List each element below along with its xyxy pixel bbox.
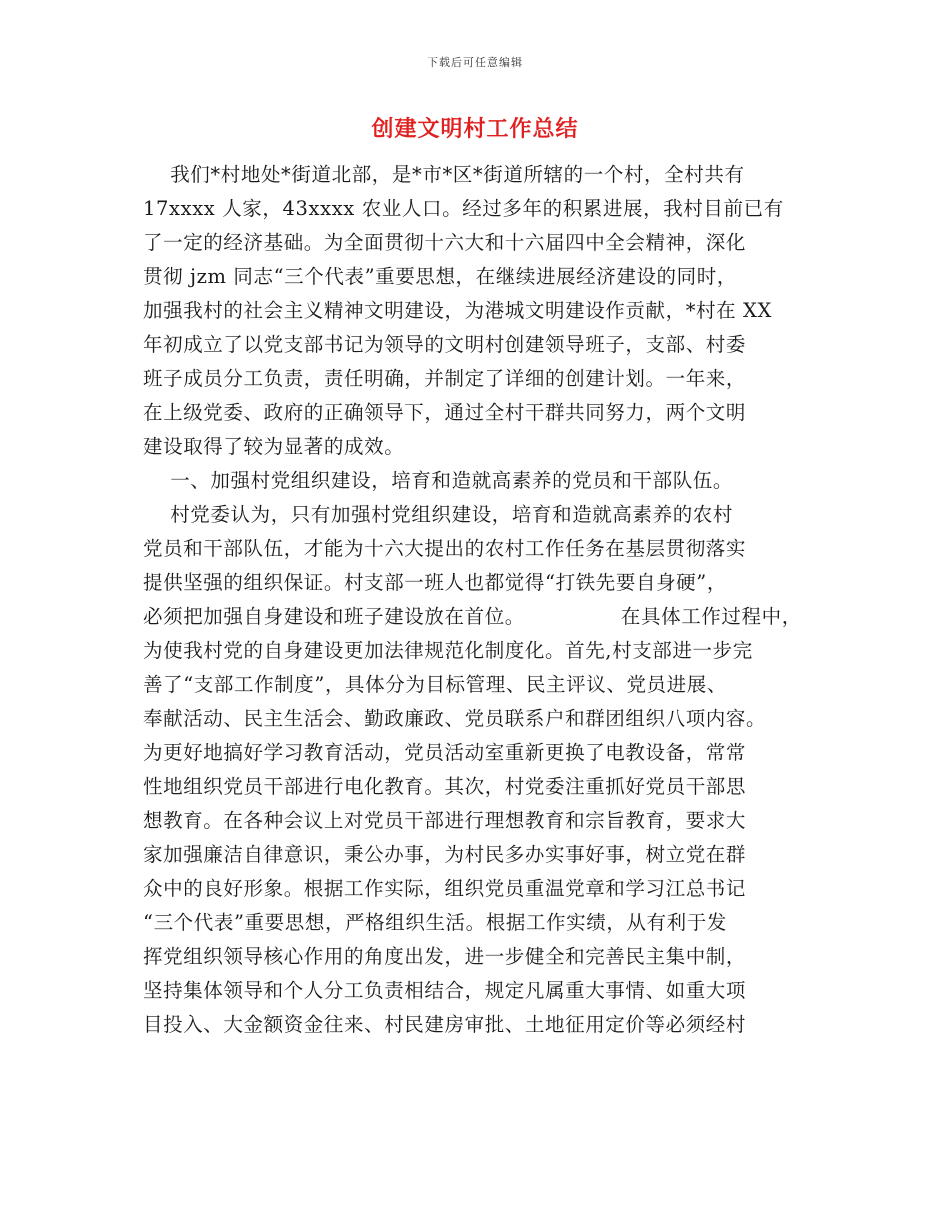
body-line: 众中的良好形象。根据工作实际，组织党员重温党章和学习江总书记 [143, 877, 747, 900]
body-line: 目投入、大金额资金往来、村民建房审批、土地征用定价等必须经村 [143, 1013, 747, 1036]
body-line: 为更好地搞好学习教育活动，党员活动室重新更换了电教设备，常常 [143, 741, 747, 764]
body-line: 奉献活动、民主生活会、勤政廉政、党员联系户和群团组织八项内容。 [143, 707, 767, 730]
document-title: 创建文明村工作总结 [371, 116, 579, 142]
body-line: 为使我村党的自身建设更加法律规范化制度化。首先,村支部进一步完 [143, 639, 753, 662]
body-line: 在上级党委、政府的正确领导下，通过全村干群共同努力，两个文明 [143, 401, 747, 424]
body-line: 坚持集体领导和个人分工负责相结合，规定凡属重大事情、如重大项 [143, 979, 747, 1002]
body-line-part: 在具体工作过程中， [620, 605, 802, 628]
body-line: 贯彻 jzm 同志“三个代表”重要思想，在继续进展经济建设的同时， [143, 265, 737, 288]
body-line-part: 必须把加强自身建设和班子建设放在首位。 [143, 605, 525, 628]
body-line: 家加强廉洁自律意识，秉公办事，为村民多办实事好事，树立党在群 [143, 843, 747, 866]
body-line: 挥党组织领导核心作用的角度出发，进一步健全和完善民主集中制， [143, 945, 747, 968]
body-line: 建设取得了较为显著的成效。 [143, 435, 405, 458]
body-line: 年初成立了以党支部书记为领导的文明村创建领导班子，支部、村委 [143, 333, 747, 356]
body-line: 想教育。在各种会议上对党员干部进行理想教育和宗旨教育，要求大 [143, 809, 747, 832]
body-line: 善了“支部工作制度”，具体分为目标管理、民主评议、党员进展、 [143, 673, 727, 696]
body-line: 了一定的经济基础。为全面贯彻十六大和十六届四中全会精神，深化 [143, 231, 747, 254]
body-line: 17xxxx 人家，43xxxx 农业人口。经过多年的积累进展，我村目前已有 [143, 197, 784, 220]
section-heading: 一、加强村党组织建设，培育和造就高素养的党员和干部队伍。 [143, 469, 733, 492]
body-line [143, 600, 823, 634]
body-line: 我们*村地处*街道北部，是*市*区*街道所辖的一个村，全村共有 [143, 163, 745, 186]
body-line: 加强我村的社会主义精神文明建设，为港城文明建设作贡献，*村在 XX [143, 299, 773, 322]
body-line: 党员和干部队伍，才能为十六大提出的农村工作任务在基层贯彻落实 [143, 537, 747, 560]
header-note: 下载后可任意编辑 [427, 56, 523, 69]
body-line: 提供坚强的组织保证。村支部一班人也都觉得“打铁先要自身硬”， [143, 571, 727, 594]
body-line: 班子成员分工负责，责任明确，并制定了详细的创建计划。一年来， [143, 367, 747, 390]
body-line: 村党委认为，只有加强村党组织建设，培育和造就高素养的农村 [143, 503, 733, 526]
body-line: 性地组织党员干部进行电化教育。其次，村党委注重抓好党员干部思 [143, 775, 747, 798]
body-line: “三个代表”重要思想，严格组织生活。根据工作实绩，从有利于发 [143, 911, 727, 934]
document-body [143, 158, 823, 1042]
